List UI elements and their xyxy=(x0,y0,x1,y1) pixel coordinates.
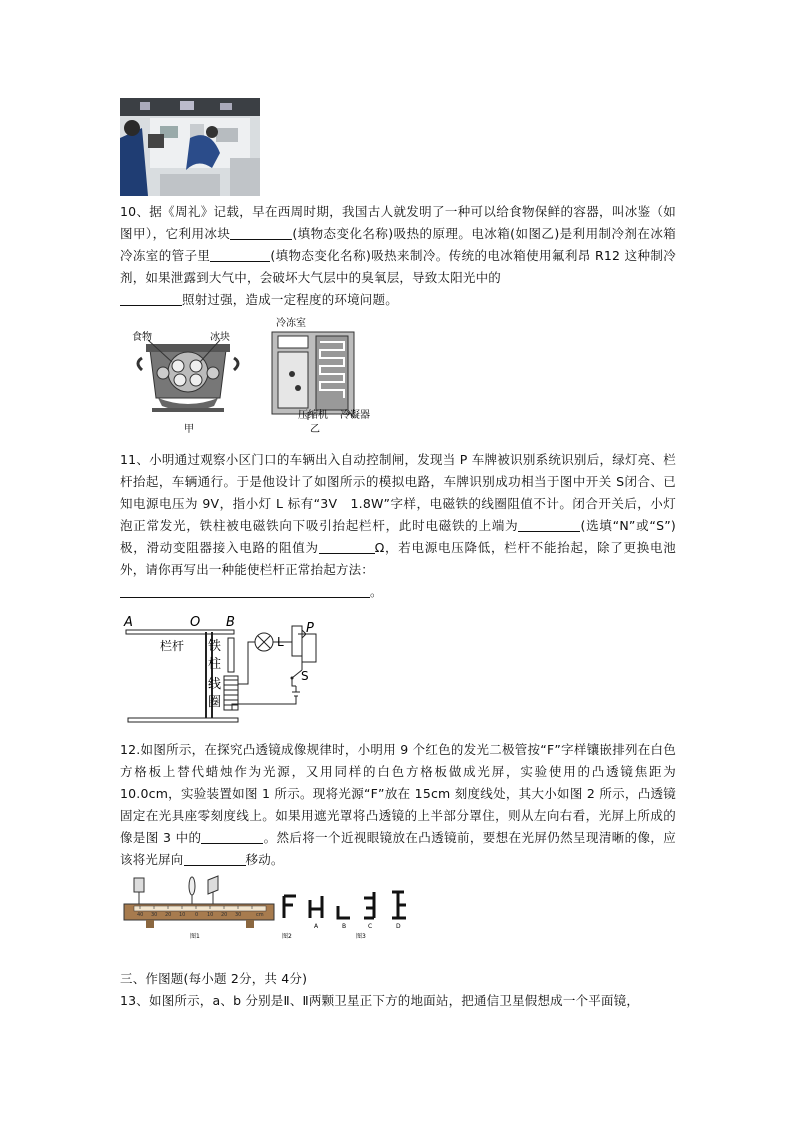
q12-blank-2[interactable] xyxy=(184,851,246,866)
label-quan: 圈 xyxy=(208,695,222,710)
label-P: P xyxy=(306,621,314,636)
label-A: A xyxy=(124,615,133,630)
q12-text-1: 12.如图所示，在探究凸透镜成像规律时，小明用 9 个红色的发光二极管按“F”字样镶嵌排列在白色方格板上替代蜡烛作为光源，又用同样的白色方格板做成光屏，实验使用的凸透镜焦距为 10.0cm，实验装置如图 1 所示。现将光源“F”放在 15cm 刻度线处，其大小如图 2 所示，凸透镜固定在光具座零刻度线上。如果用遮光罩将凸透镜的上半部分罩住，则从左向右看，光屏上所成的像是图 3 中的 xyxy=(120,742,676,845)
q10-blank-2[interactable] xyxy=(210,247,270,262)
label-zhu: 柱 xyxy=(208,657,222,672)
label-jia: 甲 xyxy=(184,424,194,435)
q10-text-1: 10、据《周礼》记载，早在西周时期，我国古人就发明了一种可以给食物保鲜的容器，叫冰鉴（如图甲），它利用冰块 xyxy=(120,204,676,241)
q11-text-3: Ω，若电源电压降低，栏杆不能抬起，除了更换电池外，请你再写出一种能使栏杆正常抬起方法： xyxy=(120,540,676,577)
label-rail: 栏杆 xyxy=(160,639,185,653)
space-station-photo-drawing xyxy=(120,98,260,196)
tick-3: 10 xyxy=(179,912,186,918)
tick-0: 40 xyxy=(137,912,144,918)
label-food: 食物 xyxy=(132,332,152,343)
label-xian: 线 xyxy=(208,677,222,692)
tick-5: 10 xyxy=(207,912,214,918)
tick-8: cm xyxy=(256,912,264,918)
option-C: C xyxy=(368,923,373,930)
label-yi: 乙 xyxy=(310,424,320,435)
label-freezer: 冷冻室 xyxy=(276,318,306,329)
ice-container-drawing xyxy=(128,328,248,438)
question-10 xyxy=(120,201,676,311)
tick-1: 30 xyxy=(151,912,158,918)
label-O: O xyxy=(190,615,201,630)
label-fig2: 图2 xyxy=(282,933,292,940)
q11-blank-3[interactable] xyxy=(120,583,370,598)
label-fig1: 图1 xyxy=(190,933,200,940)
section-3-heading: 三、作图题(每小题 2分，共 4分) xyxy=(120,971,308,986)
fridge-drawing xyxy=(268,314,388,436)
q12-blank-1[interactable] xyxy=(201,829,263,844)
space-station-photo xyxy=(120,98,260,196)
q10-blank-3[interactable] xyxy=(120,291,182,306)
q11-text-1: 11、小明通过观察小区门口的车辆出入自动控制闸，发现当 P 车牌被识别系统识别后，绿灯亮、栏杆抬起，车辆通行。于是他设计了如图所示的模拟电路，车牌识别成功相当于图中开关 S闭合、已知电源电压为 9V，指小灯 L 标有“3V 1.8W”字样，电磁铁的线圈阻值不计。闭合开关后，小灯泡正常发光，铁柱被电磁铁向下吸引抬起栏杆，此时电磁铁的上端为 xyxy=(120,452,676,533)
q10-text-2: (填物态变化名称)吸热的原理。电冰箱(如图乙)是利用制冷剂在冰箱冷冻室的管子里 xyxy=(120,226,676,263)
label-compressor: 压缩机 xyxy=(298,410,328,421)
q11-blank-2[interactable] xyxy=(319,539,375,554)
question-12 xyxy=(120,739,676,871)
q10-blank-1[interactable] xyxy=(230,225,292,240)
option-A: A xyxy=(314,923,319,930)
q11-blank-1[interactable] xyxy=(518,517,580,532)
tick-2: 20 xyxy=(165,912,172,918)
q10-figure-yi xyxy=(268,314,388,436)
question-13: 13、如图所示，a、b 分别是Ⅱ、Ⅱ两颗卫星正下方的地面站，把通信卫星假想成一个平面镜， xyxy=(120,993,640,1008)
q12-text-3: 移动。 xyxy=(245,852,284,867)
tick-7: 30 xyxy=(235,912,242,918)
q10-text-3: (填物态变化名称)吸热来制冷。传统的电冰箱使用氟利昂 R12 这种制冷剂，如果泄露到大气中，会破坏大气层中的臭氧层，导致太阳光中的 xyxy=(120,248,676,285)
option-D: D xyxy=(396,923,401,930)
q12-figure-drawing xyxy=(120,872,440,944)
label-ice: 冰块 xyxy=(210,332,230,343)
tick-4: 0 xyxy=(195,912,199,918)
q12-text-2: 。然后将一个近视眼镜放在凸透镜前，要想在光屏仍然呈现清晰的像，应该将光屏向 xyxy=(120,830,677,867)
q11-figure-gate-circuit xyxy=(120,612,330,727)
label-B: B xyxy=(226,615,235,630)
question-11 xyxy=(120,449,676,603)
q10-text-4: 照射过强，造成一定程度的环境问题。 xyxy=(182,292,398,307)
label-fig3: 图3 xyxy=(356,933,366,940)
q12-figure xyxy=(120,872,440,944)
tick-6: 20 xyxy=(221,912,228,918)
q11-text-2: (选填“N”或“S”)极，滑动变阻器接入电路的阻值为 xyxy=(120,518,676,555)
label-tie: 铁 xyxy=(208,639,222,654)
label-S: S xyxy=(301,669,309,683)
q11-text-4: 。 xyxy=(370,584,383,599)
gate-circuit-drawing xyxy=(120,612,330,727)
label-L: L xyxy=(277,635,284,649)
label-condenser: 冷凝器 xyxy=(340,410,370,421)
q10-figure-jia xyxy=(128,328,248,438)
option-B: B xyxy=(342,923,347,930)
